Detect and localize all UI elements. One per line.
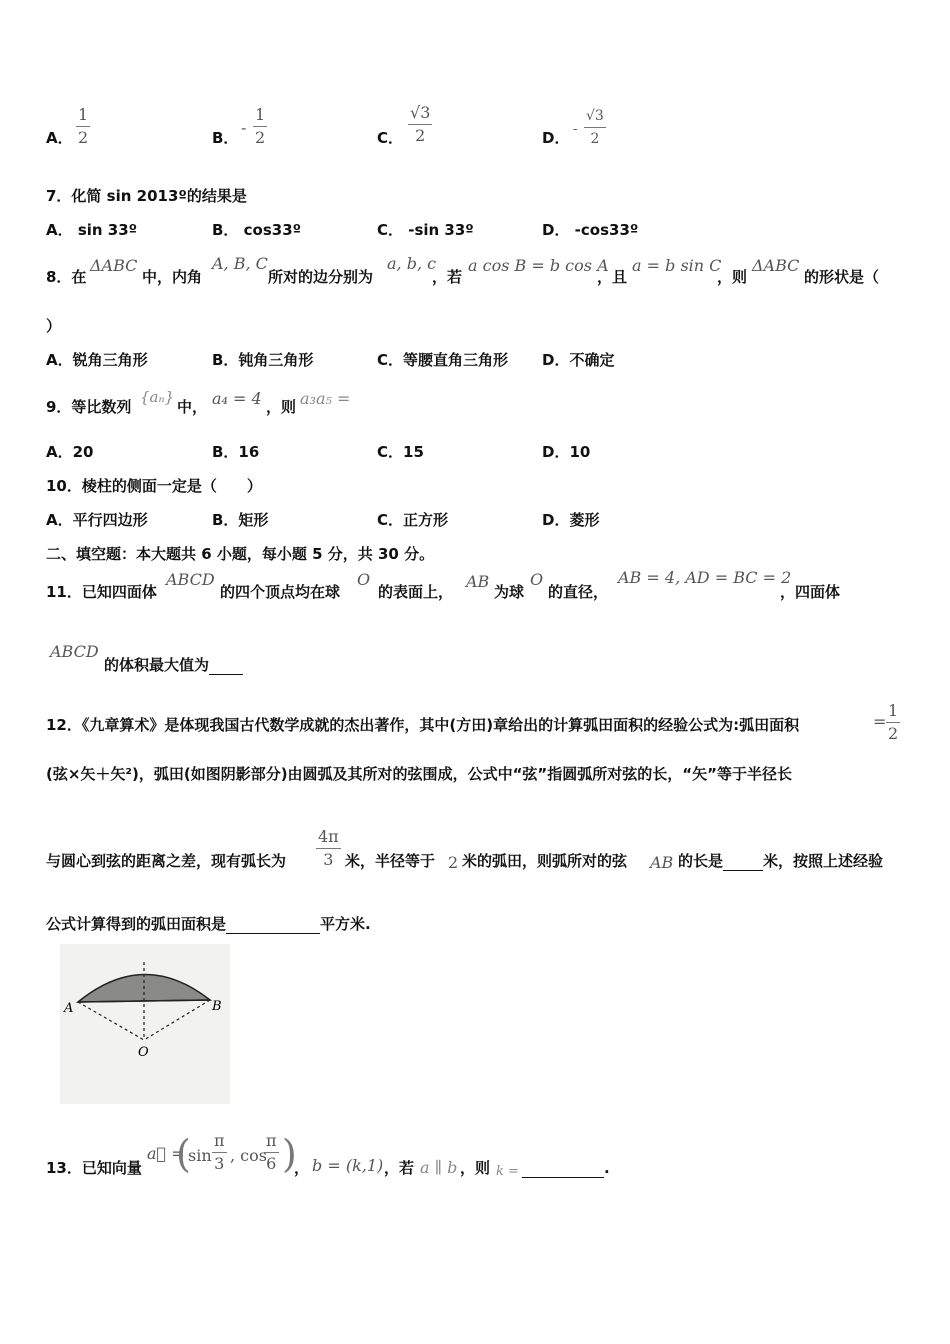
- q13-answer-blank[interactable]: [522, 1177, 604, 1178]
- q6-option-b-fraction: [253, 106, 267, 147]
- q9-math-a4: a₄ = 4: [212, 389, 262, 408]
- q11-part7: [104, 655, 243, 675]
- q8-option-c: C．等腰直角三角形: [377, 351, 509, 369]
- q8-math-condition1: a cos B = b cos A: [468, 256, 609, 275]
- q6-d-num: √3: [586, 108, 604, 124]
- q11-math-abcd2: ABCD: [50, 642, 99, 661]
- q7-option-d: D． -cos33º: [542, 221, 639, 239]
- q12-line3a: 与圆心到弦的距离之差，现有弧长为: [46, 852, 287, 870]
- q13-math-k: k =: [496, 1164, 519, 1179]
- q6-option-c-fraction: [408, 104, 432, 145]
- q12-half-fraction: [886, 702, 900, 743]
- q8-part7: 的形状是（: [804, 268, 880, 286]
- q6-option-d-fraction: [584, 107, 606, 148]
- q12-arc-fraction: [316, 828, 341, 869]
- q6-option-b-sign: -: [241, 118, 247, 137]
- q8-part6: ，则: [717, 268, 748, 286]
- label-a: A: [64, 1001, 74, 1016]
- q6-option-d-label: D．: [542, 129, 570, 147]
- q13-pi3-num: π: [214, 1131, 225, 1150]
- q11-part2: 的四个顶点均在球: [220, 583, 341, 601]
- q8-part5: ，且: [597, 268, 628, 286]
- q10-stem: 10．棱柱的侧面一定是（ ）: [46, 477, 262, 495]
- q6-option-b-label: B．: [212, 129, 239, 147]
- q6-b-den: 2: [255, 128, 266, 147]
- q8-part1: 8．在: [46, 268, 87, 286]
- q7-stem: 7．化简 sin 2013º的结果是: [46, 187, 247, 205]
- q13-part2: ，: [294, 1159, 310, 1177]
- section-2-heading: 二、填空题：本大题共 6 小题，每小题 5 分，共 30 分。: [46, 545, 435, 563]
- q12-chord-answer-blank[interactable]: [723, 870, 763, 871]
- q6-option-a-label: A．: [46, 129, 73, 147]
- q13-left-paren: (: [176, 1132, 191, 1176]
- q7-option-b: B． cos33º: [212, 221, 302, 239]
- q12-line3d: [678, 851, 883, 871]
- q8-option-a: A．锐角三角形: [46, 351, 148, 369]
- q11-part1: 11．已知四面体: [46, 583, 157, 601]
- q9-part1: 9．等比数列: [46, 398, 132, 416]
- q9-option-d: D．10: [542, 443, 591, 461]
- q10-option-a: A．平行四边形: [46, 511, 148, 529]
- q6-option-a-fraction: [76, 106, 90, 147]
- q10-option-c: C．正方形: [377, 511, 449, 529]
- q13-sin: sin: [188, 1146, 212, 1165]
- q13-period: .: [604, 1159, 610, 1177]
- q6-c-den: 2: [415, 126, 426, 145]
- q13-right-paren: ): [282, 1132, 297, 1176]
- q13-pi6-num: π: [266, 1131, 277, 1150]
- q13-part4: ，则: [460, 1159, 491, 1177]
- q8-part3: 所对的边分别为: [268, 268, 374, 286]
- q12-line1: 12．《九章算术》是体现我国古代数学成就的杰出著作，其中(方田)章给出的计算弧田面积的经验公式为:弧田面积: [46, 716, 800, 734]
- q11-math-abcd: ABCD: [166, 570, 215, 589]
- q12-line4: [46, 914, 371, 934]
- q12-math-radius: 2: [448, 853, 459, 872]
- q9-part3: ，则: [266, 398, 297, 416]
- q12-line4b-text: 平方米.: [320, 915, 371, 933]
- q9-option-a: A．20: [46, 443, 94, 461]
- q9-option-c: C．15: [377, 443, 424, 461]
- arc-field-figure: [60, 944, 230, 1104]
- q9-math-sequence: {aₙ}: [140, 388, 175, 406]
- q8-option-b: B．钝角三角形: [212, 351, 314, 369]
- q13-math-parallel: a ∥ b: [420, 1158, 458, 1177]
- q11-part3: 的表面上，: [378, 583, 454, 601]
- q6-a-den: 2: [78, 128, 89, 147]
- q8-math-triangle2: ΔABC: [752, 256, 800, 275]
- q12-line3b: 米，半径等于: [345, 852, 436, 870]
- q13-pi6-den: 6: [266, 1154, 277, 1173]
- q8-option-d: D．不确定: [542, 351, 615, 369]
- q12-math-ab: AB: [650, 853, 674, 872]
- q9-math-product: a₃a₅ =: [300, 389, 351, 408]
- figure-background: [60, 944, 230, 1104]
- q12-half-den: 2: [888, 724, 899, 743]
- q12-area-answer-blank[interactable]: [226, 933, 320, 934]
- q8-close-paren: ）: [46, 317, 62, 335]
- q12-equals: =: [873, 712, 887, 731]
- q8-part2: 中，内角: [142, 268, 203, 286]
- q11-answer-blank[interactable]: [209, 674, 243, 675]
- q13-part1: 13．已知向量: [46, 1159, 142, 1177]
- label-b: B: [212, 999, 222, 1014]
- q13-cos: , cos: [230, 1146, 267, 1165]
- q13-pi6-fraction: [264, 1132, 279, 1173]
- label-o: O: [138, 1045, 149, 1060]
- q10-option-b: B．矩形: [212, 511, 269, 529]
- arc-field-diagram: [60, 944, 230, 1104]
- q8-math-angles: A, B, C: [212, 254, 268, 273]
- q8-math-sides: a, b, c: [387, 254, 437, 273]
- q13-math-vector-b: b = (k,1): [312, 1156, 384, 1175]
- q9-part2: 中，: [177, 398, 208, 416]
- q6-option-c-label: C．: [377, 129, 404, 147]
- q11-part4: 为球: [494, 583, 525, 601]
- q6-d-den: 2: [590, 131, 600, 147]
- q10-option-d: D．菱形: [542, 511, 600, 529]
- q11-part7-text: 的体积最大值为: [104, 656, 210, 674]
- q13-answer: [522, 1158, 610, 1178]
- q7-option-c: C． -sin 33º: [377, 221, 474, 239]
- q9-option-b: B．16: [212, 443, 260, 461]
- q12-line4a-text: 公式计算得到的弧田面积是: [46, 915, 227, 933]
- q12-arc-den: 3: [323, 850, 334, 869]
- q12-half-num: 1: [888, 701, 899, 720]
- q11-math-ab: AB: [466, 572, 490, 591]
- q11-math-lengths: AB = 4, AD = BC = 2: [618, 568, 792, 587]
- q6-option-d-sign: -: [573, 122, 578, 137]
- q11-part6: ，四面体: [780, 583, 841, 601]
- q13-math-vector-a: a⃗ =: [147, 1144, 185, 1163]
- q13-part3: ，若: [384, 1159, 415, 1177]
- q13-pi3-den: 3: [214, 1154, 225, 1173]
- q12-line2: (弦×矢＋矢²)，弧田(如图阴影部分)由圆弧及其所对的弦围成，公式中“弦”指圆弧所对弦的长，“矢”等于半径长: [46, 765, 792, 783]
- q8-math-triangle: ΔABC: [90, 256, 138, 275]
- q11-math-o2: O: [530, 570, 544, 589]
- q7-option-a: A． sin 33º: [46, 221, 138, 239]
- q12-arc-num: 4π: [318, 827, 339, 846]
- q6-b-num: 1: [255, 105, 266, 124]
- q8-math-condition2: a = b sin C: [632, 256, 722, 275]
- q11-part5: 的直径，: [548, 583, 609, 601]
- q12-line3e-text: 米，按照上述经验: [763, 852, 884, 870]
- q8-part4: ，若: [432, 268, 463, 286]
- q12-line3c: 米的弧田，则弧所对的弦: [462, 852, 628, 870]
- q12-line3d-text: 的长是: [678, 852, 724, 870]
- q11-math-o1: O: [357, 570, 371, 589]
- q13-pi3-fraction: [212, 1132, 227, 1173]
- q6-a-num: 1: [78, 105, 89, 124]
- q6-c-num: √3: [410, 103, 431, 122]
